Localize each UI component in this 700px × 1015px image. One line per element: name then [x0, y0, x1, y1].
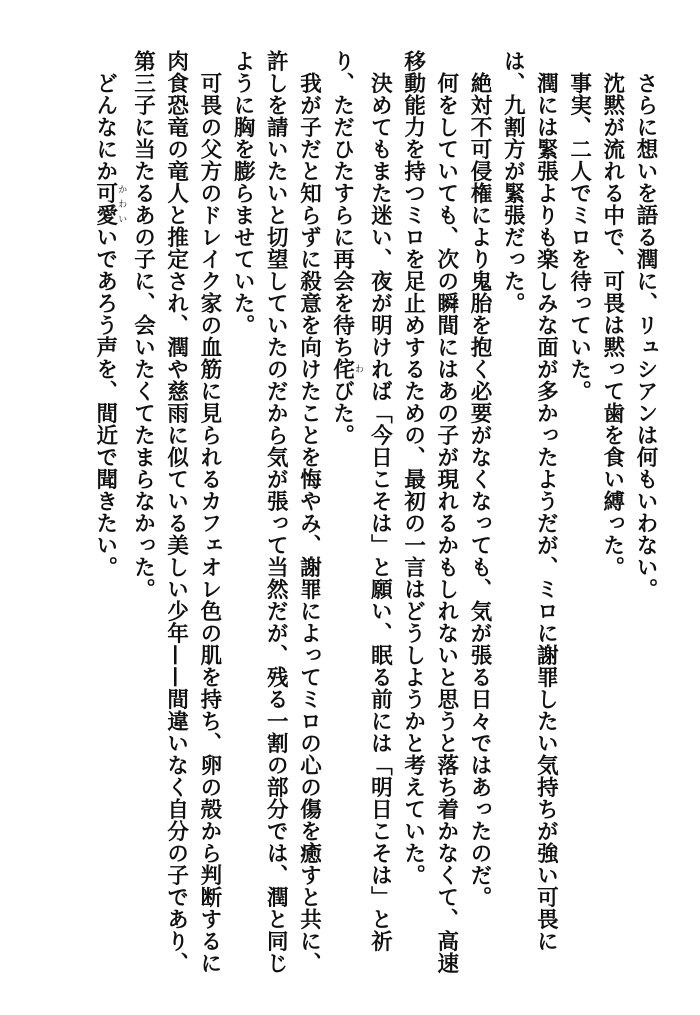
- paragraph-line: 可畏の父方のドレイク家の血筋に見られるカフェオレ色の肌を持ち、卵の殻から判断するに: [196, 71, 222, 974]
- ruby-annotation: [92, 181, 127, 226]
- ruby-annotation: [329, 358, 364, 380]
- paragraph-line: 潤には緊張よりも楽しみな面が多かったようだが、ミロに謝罪したい気持ちが強い可畏に: [533, 71, 559, 952]
- line-text: り、ただひたすらに再会を待ち: [329, 50, 355, 358]
- paragraph-line: [89, 50, 127, 980]
- paragraph-line: 絶対不可侵権により鬼胎を抱く必要がなくなっても、気が張る日々ではあったのだ。: [466, 71, 492, 908]
- line-text: どんなにか: [92, 71, 118, 182]
- paragraph-line: 肉食恐竜の竜人と推定され、潤や慈雨に似ている美しい少年——間違いなく自分の子であり、: [163, 50, 189, 974]
- paragraph-line: 許しを請いたいと切望していたのだから気が張って当然だが、残る一割の部分では、潤と同じ: [263, 50, 289, 974]
- paragraph-line: 何をしていても、次の瞬間にはあの子が現れるかもしれないと思うと落ち着かなくて、高速: [433, 71, 459, 974]
- ruby-reading: わ: [353, 358, 364, 380]
- paragraph-line: は、九割方が緊張だった。: [500, 50, 526, 314]
- paragraph-line: 我が子だと知らずに殺意を向けたことを悔やみ、謝罪によってミロの心の傷を癒すと共に、: [296, 71, 322, 974]
- ruby-base: 可愛: [92, 181, 118, 226]
- paragraph-line: さらに想いを語る潤に、リュシアンは何もいわない。: [633, 71, 658, 600]
- paragraph-line: 事実、二人でミロを待っていた。: [566, 71, 592, 402]
- ruby-reading: かわい: [116, 181, 127, 226]
- paragraph-line: 移動能力を持つミロを足止めするための、最初の一言はどうしようかと考えていた。: [400, 50, 426, 886]
- paragraph-line: [325, 50, 363, 980]
- paragraph-line: 沈黙が流れる中で、可畏は黙って歯を食い縛った。: [599, 71, 625, 578]
- line-text: びた。: [329, 380, 355, 446]
- vertical-text-body: [89, 50, 662, 980]
- paragraph-line: 第三子に当たるあの子に、会いたくてたまらなかった。: [130, 50, 156, 600]
- paragraph-line: ように胸を膨らませていた。: [230, 50, 256, 336]
- line-text: いであろう声を、間近で聞きたい。: [92, 225, 118, 578]
- paragraph-line: 決めてもまた迷い、夜が明ければ「今日こそは」と願い、眠る前には「明日こそは」と祈: [367, 71, 393, 952]
- ruby-base: 侘: [329, 358, 355, 380]
